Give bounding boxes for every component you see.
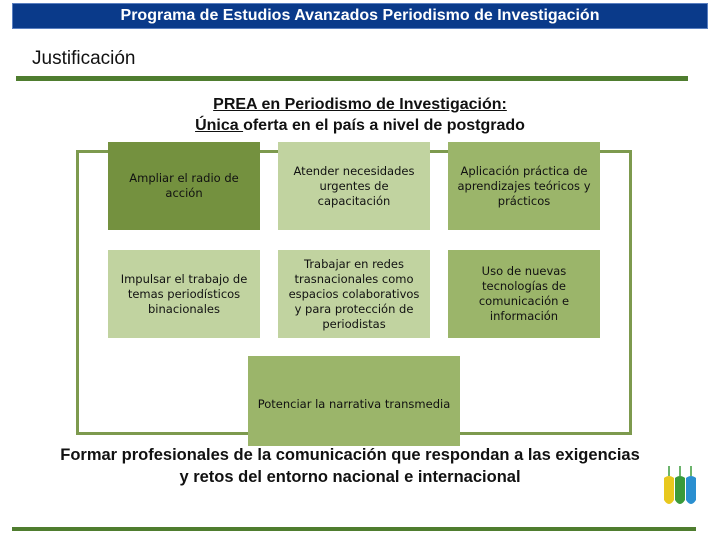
conclusion-text: Formar profesionales de la comunicación que respondan a las exigencias y retos del entorno nacional e internacional [60,446,640,486]
box-ampliar: Ampliar el radio de acción [108,142,260,230]
heading-line-2-rest: oferta en el país a nivel de postgrado [243,117,525,134]
header-title: Programa de Estudios Avanzados Periodismo de Investigación [120,7,600,24]
program-logo-icon [660,464,700,510]
divider-bottom [12,527,696,531]
box-tecnologias: Uso de nuevas tecnologías de comunicación e información [448,250,600,338]
section-title: Justificación [32,48,136,69]
box-redes: Trabajar en redes trasnacionales como espacios colaborativos y para protección de periodistas [278,250,430,338]
heading-emphasis: Única [195,117,244,134]
header-title-bar [12,3,708,29]
box-atender: Atender necesidades urgentes de capacitación [278,142,430,230]
heading-line-2 [140,115,580,136]
box-narrativa: Potenciar la narrativa transmedia [248,356,460,446]
main-heading [140,94,580,136]
box-impulsar: Impulsar el trabajo de temas periodísticos binacionales [108,250,260,338]
box-aplicacion: Aplicación práctica de aprendizajes teóricos y prácticos [448,142,600,230]
divider-top [16,76,688,81]
heading-line-1: PREA en Periodismo de Investigación: [213,96,507,113]
